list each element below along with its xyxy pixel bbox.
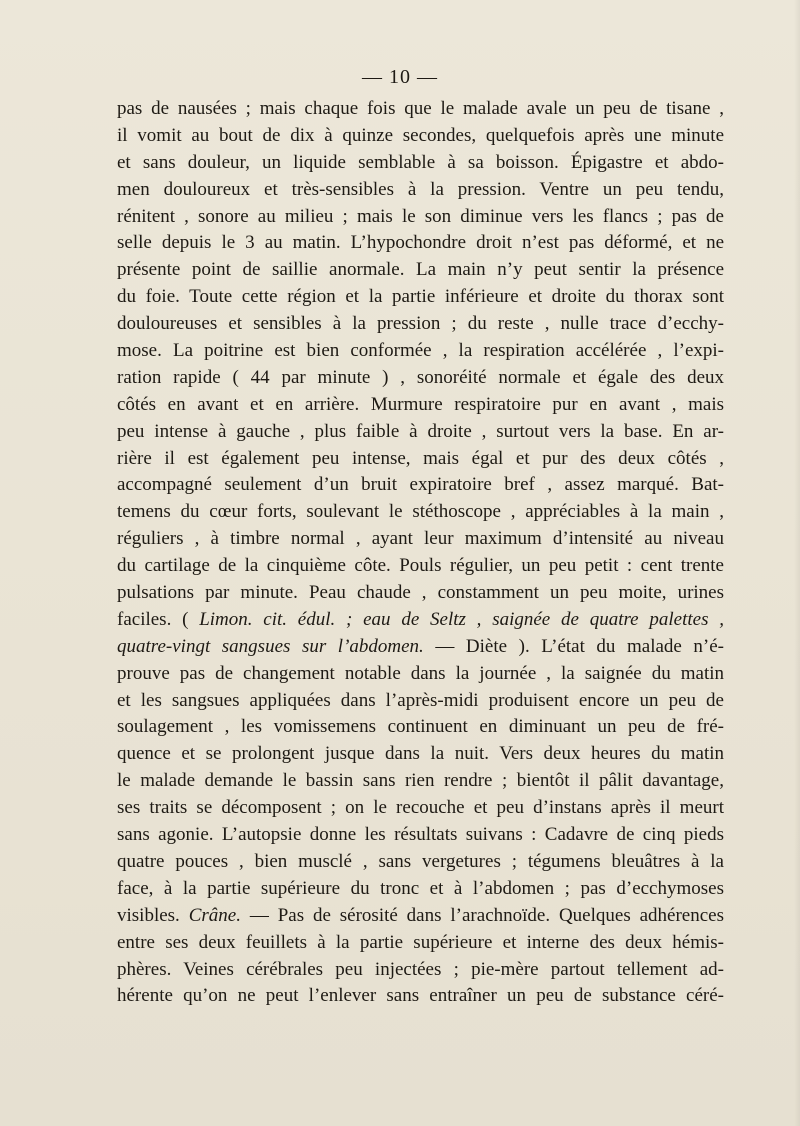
text-run: le malade demande le bassin sans rien rendre ; bientôt il pâlit davantage, xyxy=(117,770,724,792)
text-line xyxy=(117,311,724,338)
page-number: — 10 — xyxy=(362,66,438,88)
text-run: et sans douleur, un liquide semblable à sa boisson. Épigastre et abdo- xyxy=(117,151,724,173)
text-line xyxy=(117,472,724,499)
text-run: phères. Veines cérébrales peu injectées ; pie-mère partout tellement ad- xyxy=(117,958,724,980)
text-run: soulagement , les vomissemens continuent en diminuant un peu de fré- xyxy=(117,716,724,738)
text-line xyxy=(117,392,724,419)
text-run: présente point de saillie anormale. La main n’y peut sentir la présence xyxy=(117,259,724,281)
text-line xyxy=(117,419,724,446)
text-run: accompagné seulement d’un bruit expiratoire bref , assez marqué. Bat- xyxy=(117,474,724,496)
text-run: rénitent , sonore au milieu ; mais le son diminue vers les flancs ; pas de xyxy=(117,205,724,227)
text-run: temens du cœur forts, soulevant le stéthoscope , appréciables à la main , xyxy=(117,501,724,523)
text-line xyxy=(117,983,724,1010)
text-run: et les sangsues appliquées dans l’après-midi produisent encore un peu de xyxy=(117,689,724,711)
italic-run: quatre-vingt sangsues sur l’abdomen. xyxy=(117,635,424,657)
text-line xyxy=(117,526,724,553)
text-line xyxy=(117,96,724,123)
text-line xyxy=(117,688,724,715)
text-line xyxy=(117,123,724,150)
text-line xyxy=(117,257,724,284)
text-run: — Pas de sérosité dans l’arachnoïde. Quelques adhérences xyxy=(240,904,724,926)
text-run: entre ses deux feuillets à la partie supérieure et interne des deux hémis- xyxy=(117,931,724,953)
text-run: du cartilage de la cinquième côte. Pouls régulier, un peu petit : cent trente xyxy=(117,555,724,577)
text-line xyxy=(117,230,724,257)
text-line xyxy=(117,284,724,311)
text-line xyxy=(117,822,724,849)
text-run: réguliers , à timbre normal , ayant leur maximum d’intensité au niveau xyxy=(117,528,724,550)
text-line xyxy=(117,499,724,526)
text-line xyxy=(117,607,724,634)
text-line xyxy=(117,714,724,741)
italic-run: Limon. cit. édul. ; eau de Seltz , saignée de quatre palettes , xyxy=(199,608,724,630)
text-run: men douloureux et très-sensibles à la pression. Ventre un peu tendu, xyxy=(117,178,724,200)
text-line xyxy=(117,446,724,473)
text-run: prouve pas de changement notable dans la journée , la saignée du matin xyxy=(117,662,724,684)
text-run: ses traits se décomposent ; on le recouche et peu d’instans après il meurt xyxy=(117,797,724,819)
text-run: pas de nausées ; mais chaque fois que le malade avale un peu de tisane , xyxy=(117,98,724,119)
text-line xyxy=(117,903,724,930)
text-run: pulsations par minute. Peau chaude , constamment un peu moite, urines xyxy=(117,582,724,604)
text-line xyxy=(117,661,724,688)
text-line xyxy=(117,204,724,231)
text-line xyxy=(117,741,724,768)
text-run: côtés en avant et en arrière. Murmure respiratoire pur en avant , mais xyxy=(117,393,724,415)
text-run: selle depuis le 3 au matin. L’hypochondre droit n’est pas déformé, et ne xyxy=(117,232,724,254)
text-run: hérente qu’on ne peut l’enlever sans entraîner un peu de substance céré- xyxy=(117,985,724,1007)
text-line xyxy=(117,580,724,607)
text-run: rière il est également peu intense, mais égal et pur des deux côtés , xyxy=(117,447,724,469)
text-line xyxy=(117,150,724,177)
text-run: quatre pouces , bien musclé , sans vergetures ; tégumens bleuâtres à la xyxy=(117,850,724,872)
text-line xyxy=(117,930,724,957)
text-run: sans agonie. L’autopsie donne les résultats suivans : Cadavre de cinq pieds xyxy=(117,824,724,846)
text-run: faciles. ( xyxy=(117,608,200,630)
text-run: il vomit au bout de dix à quinze secondes, quelquefois après une minute xyxy=(117,124,724,146)
text-line xyxy=(117,795,724,822)
text-line xyxy=(117,365,724,392)
text-run: mose. La poitrine est bien conformée , la respiration accélérée , l’expi- xyxy=(117,340,724,362)
text-run: du foie. Toute cette région et la partie inférieure et droite du thorax sont xyxy=(117,286,724,308)
text-line xyxy=(117,634,724,661)
text-line xyxy=(117,338,724,365)
text-run: ration rapide ( 44 par minute ) , sonoréité normale et égale des deux xyxy=(117,366,724,388)
text-line xyxy=(117,768,724,795)
text-line xyxy=(117,553,724,580)
text-run: face, à la partie supérieure du tronc et à l’abdomen ; pas d’ecchymoses xyxy=(117,877,724,899)
text-line xyxy=(117,876,724,903)
text-run: quence et se prolongent jusque dans la nuit. Vers deux heures du matin xyxy=(117,743,724,765)
page-edge-shadow xyxy=(794,0,800,1126)
text-run: visibles. xyxy=(117,904,189,926)
text-line xyxy=(117,849,724,876)
body-text xyxy=(117,96,724,1010)
text-run: peu intense à gauche , plus faible à droite , surtout vers la base. En ar- xyxy=(117,420,724,442)
text-line xyxy=(117,957,724,984)
text-line xyxy=(117,177,724,204)
italic-run: Crâne. xyxy=(188,904,241,926)
text-run: — Diète ). L’état du malade n’é- xyxy=(423,635,724,657)
text-run: douloureuses et sensibles à la pression ; du reste , nulle trace d’ecchy- xyxy=(117,313,724,335)
